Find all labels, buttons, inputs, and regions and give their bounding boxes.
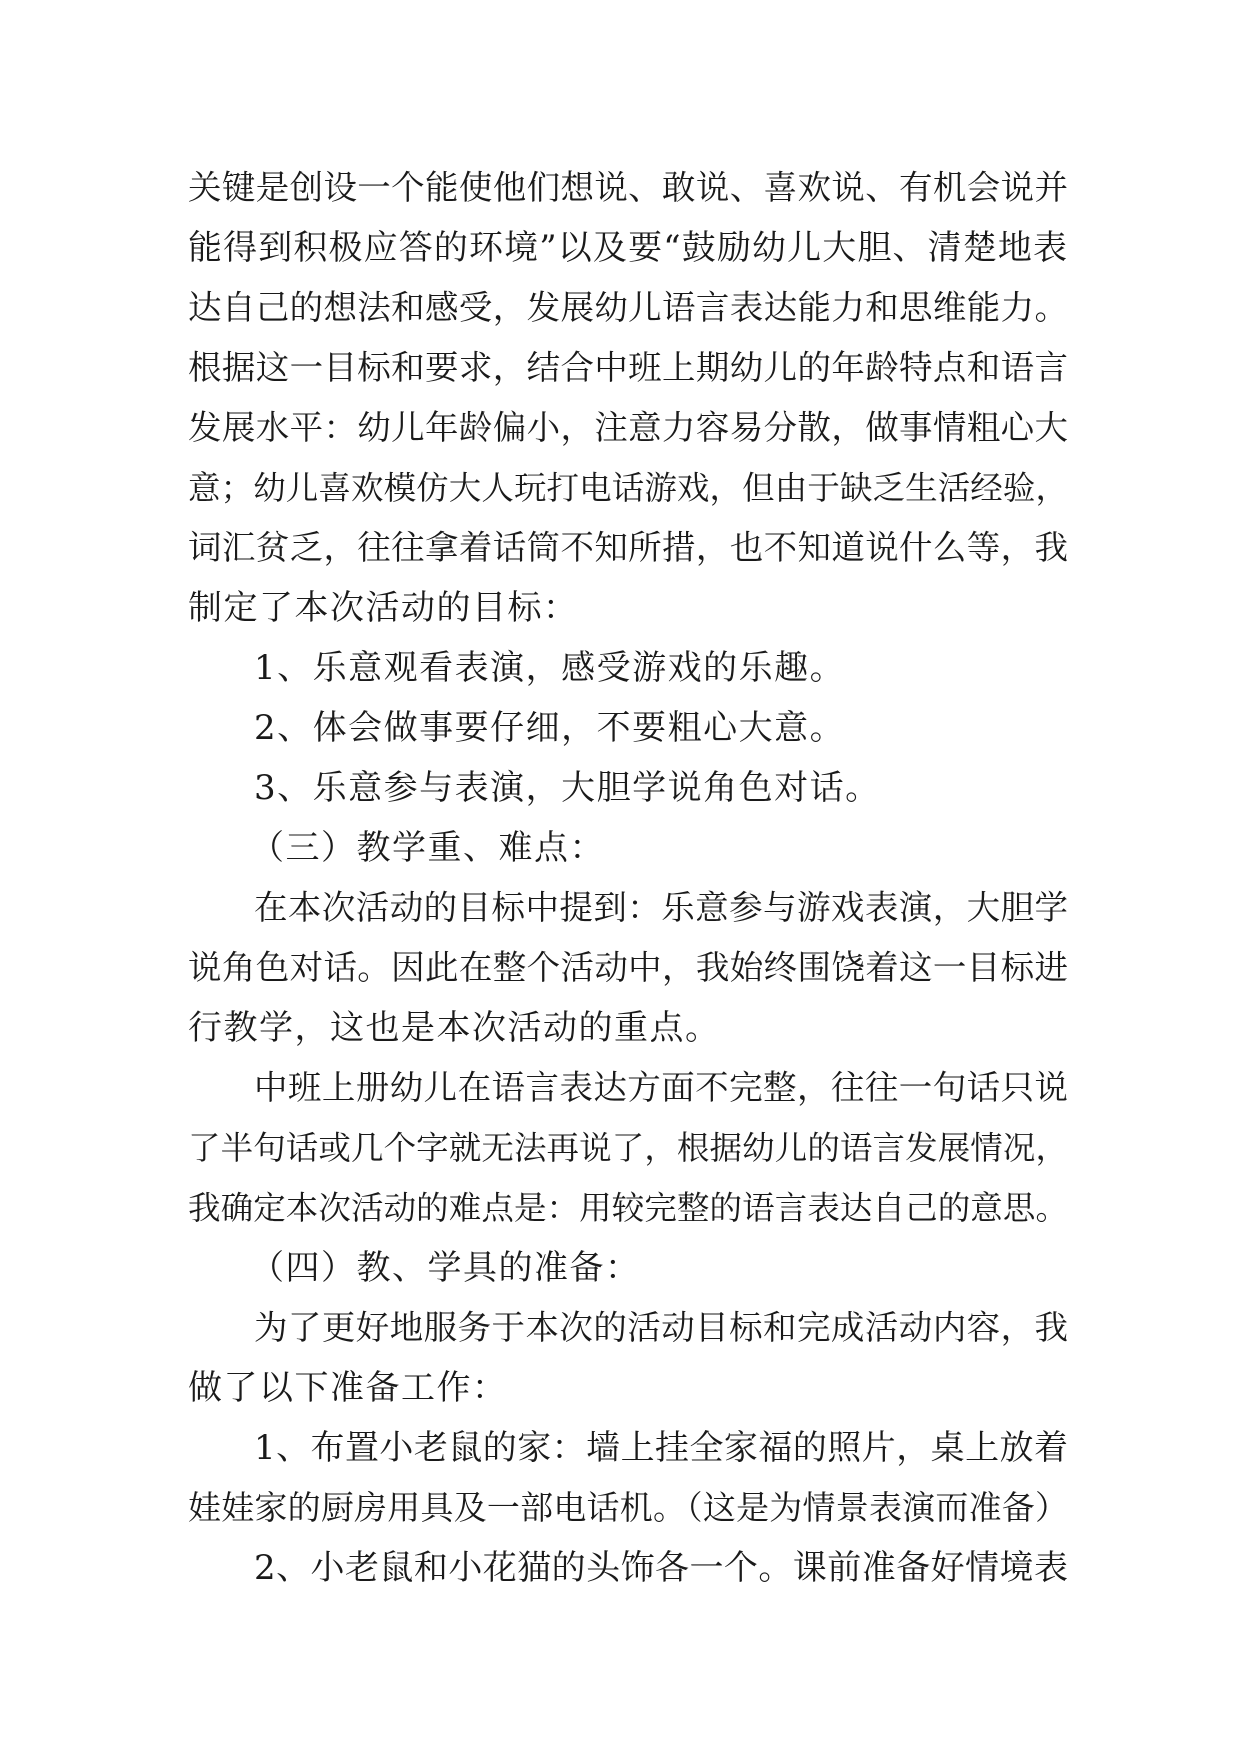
text-line: 意；幼儿喜欢模仿大人玩打电话游戏，但由于缺乏生活经验， <box>188 469 1068 507</box>
list-item-goal-1: 1、乐意观看表演，感受游戏的乐趣。 <box>254 648 846 688</box>
text-line: 在本次活动的目标中提到：乐意参与游戏表演，大胆学 <box>254 888 1068 927</box>
list-item-goal-2: 2、体会做事要仔细，不要粗心大意。 <box>254 708 846 748</box>
text-line: 娃娃家的厨房用具及一部电话机。（这是为情景表演而准备） <box>188 1488 1068 1527</box>
text-line: 为了更好地服务于本次的活动目标和完成活动内容，我 <box>254 1308 1068 1347</box>
list-item-material-2: 2、小老鼠和小花猫的头饰各一个。课前准备好情境表 <box>254 1548 1068 1588</box>
list-item-material-1: 1、布置小老鼠的家：墙上挂全家福的照片，桌上放着 <box>254 1428 1068 1468</box>
section-heading-materials: （四）教、学具的准备： <box>250 1248 641 1288</box>
text-line: 行教学，这也是本次活动的重点。 <box>188 1008 721 1048</box>
text-line: 发展水平：幼儿年龄偏小，注意力容易分散，做事情粗心大 <box>188 408 1068 447</box>
text-line: 了半句话或几个字就无法再说了，根据幼儿的语言发展情况， <box>188 1129 1068 1167</box>
text-line: 关键是创设一个能使他们想说、敢说、喜欢说、有机会说并 <box>188 168 1068 207</box>
document-body <box>188 158 1068 1598</box>
text-line: 词汇贫乏，往往拿着话筒不知所措，也不知道说什么等，我 <box>188 528 1068 567</box>
list-item-goal-3: 3、乐意参与表演，大胆学说角色对话。 <box>254 768 881 808</box>
section-heading-key-points: （三）教学重、难点： <box>250 828 605 868</box>
text-line: 做了以下准备工作： <box>188 1368 508 1408</box>
text-line: 能得到积极应答的环境”以及要“鼓励幼儿大胆、清楚地表 <box>188 228 1068 268</box>
text-line: 中班上册幼儿在语言表达方面不完整，往往一句话只说 <box>254 1068 1068 1107</box>
text-line: 说角色对话。因此在整个活动中，我始终围饶着这一目标进 <box>188 948 1068 987</box>
text-line: 我确定本次活动的难点是：用较完整的语言表达自己的意思。 <box>188 1189 1068 1227</box>
text-line: 达自己的想法和感受，发展幼儿语言表达能力和思维能力。 <box>188 288 1068 327</box>
text-line: 制定了本次活动的目标： <box>188 588 579 628</box>
text-line: 根据这一目标和要求，结合中班上期幼儿的年龄特点和语言 <box>188 348 1068 387</box>
